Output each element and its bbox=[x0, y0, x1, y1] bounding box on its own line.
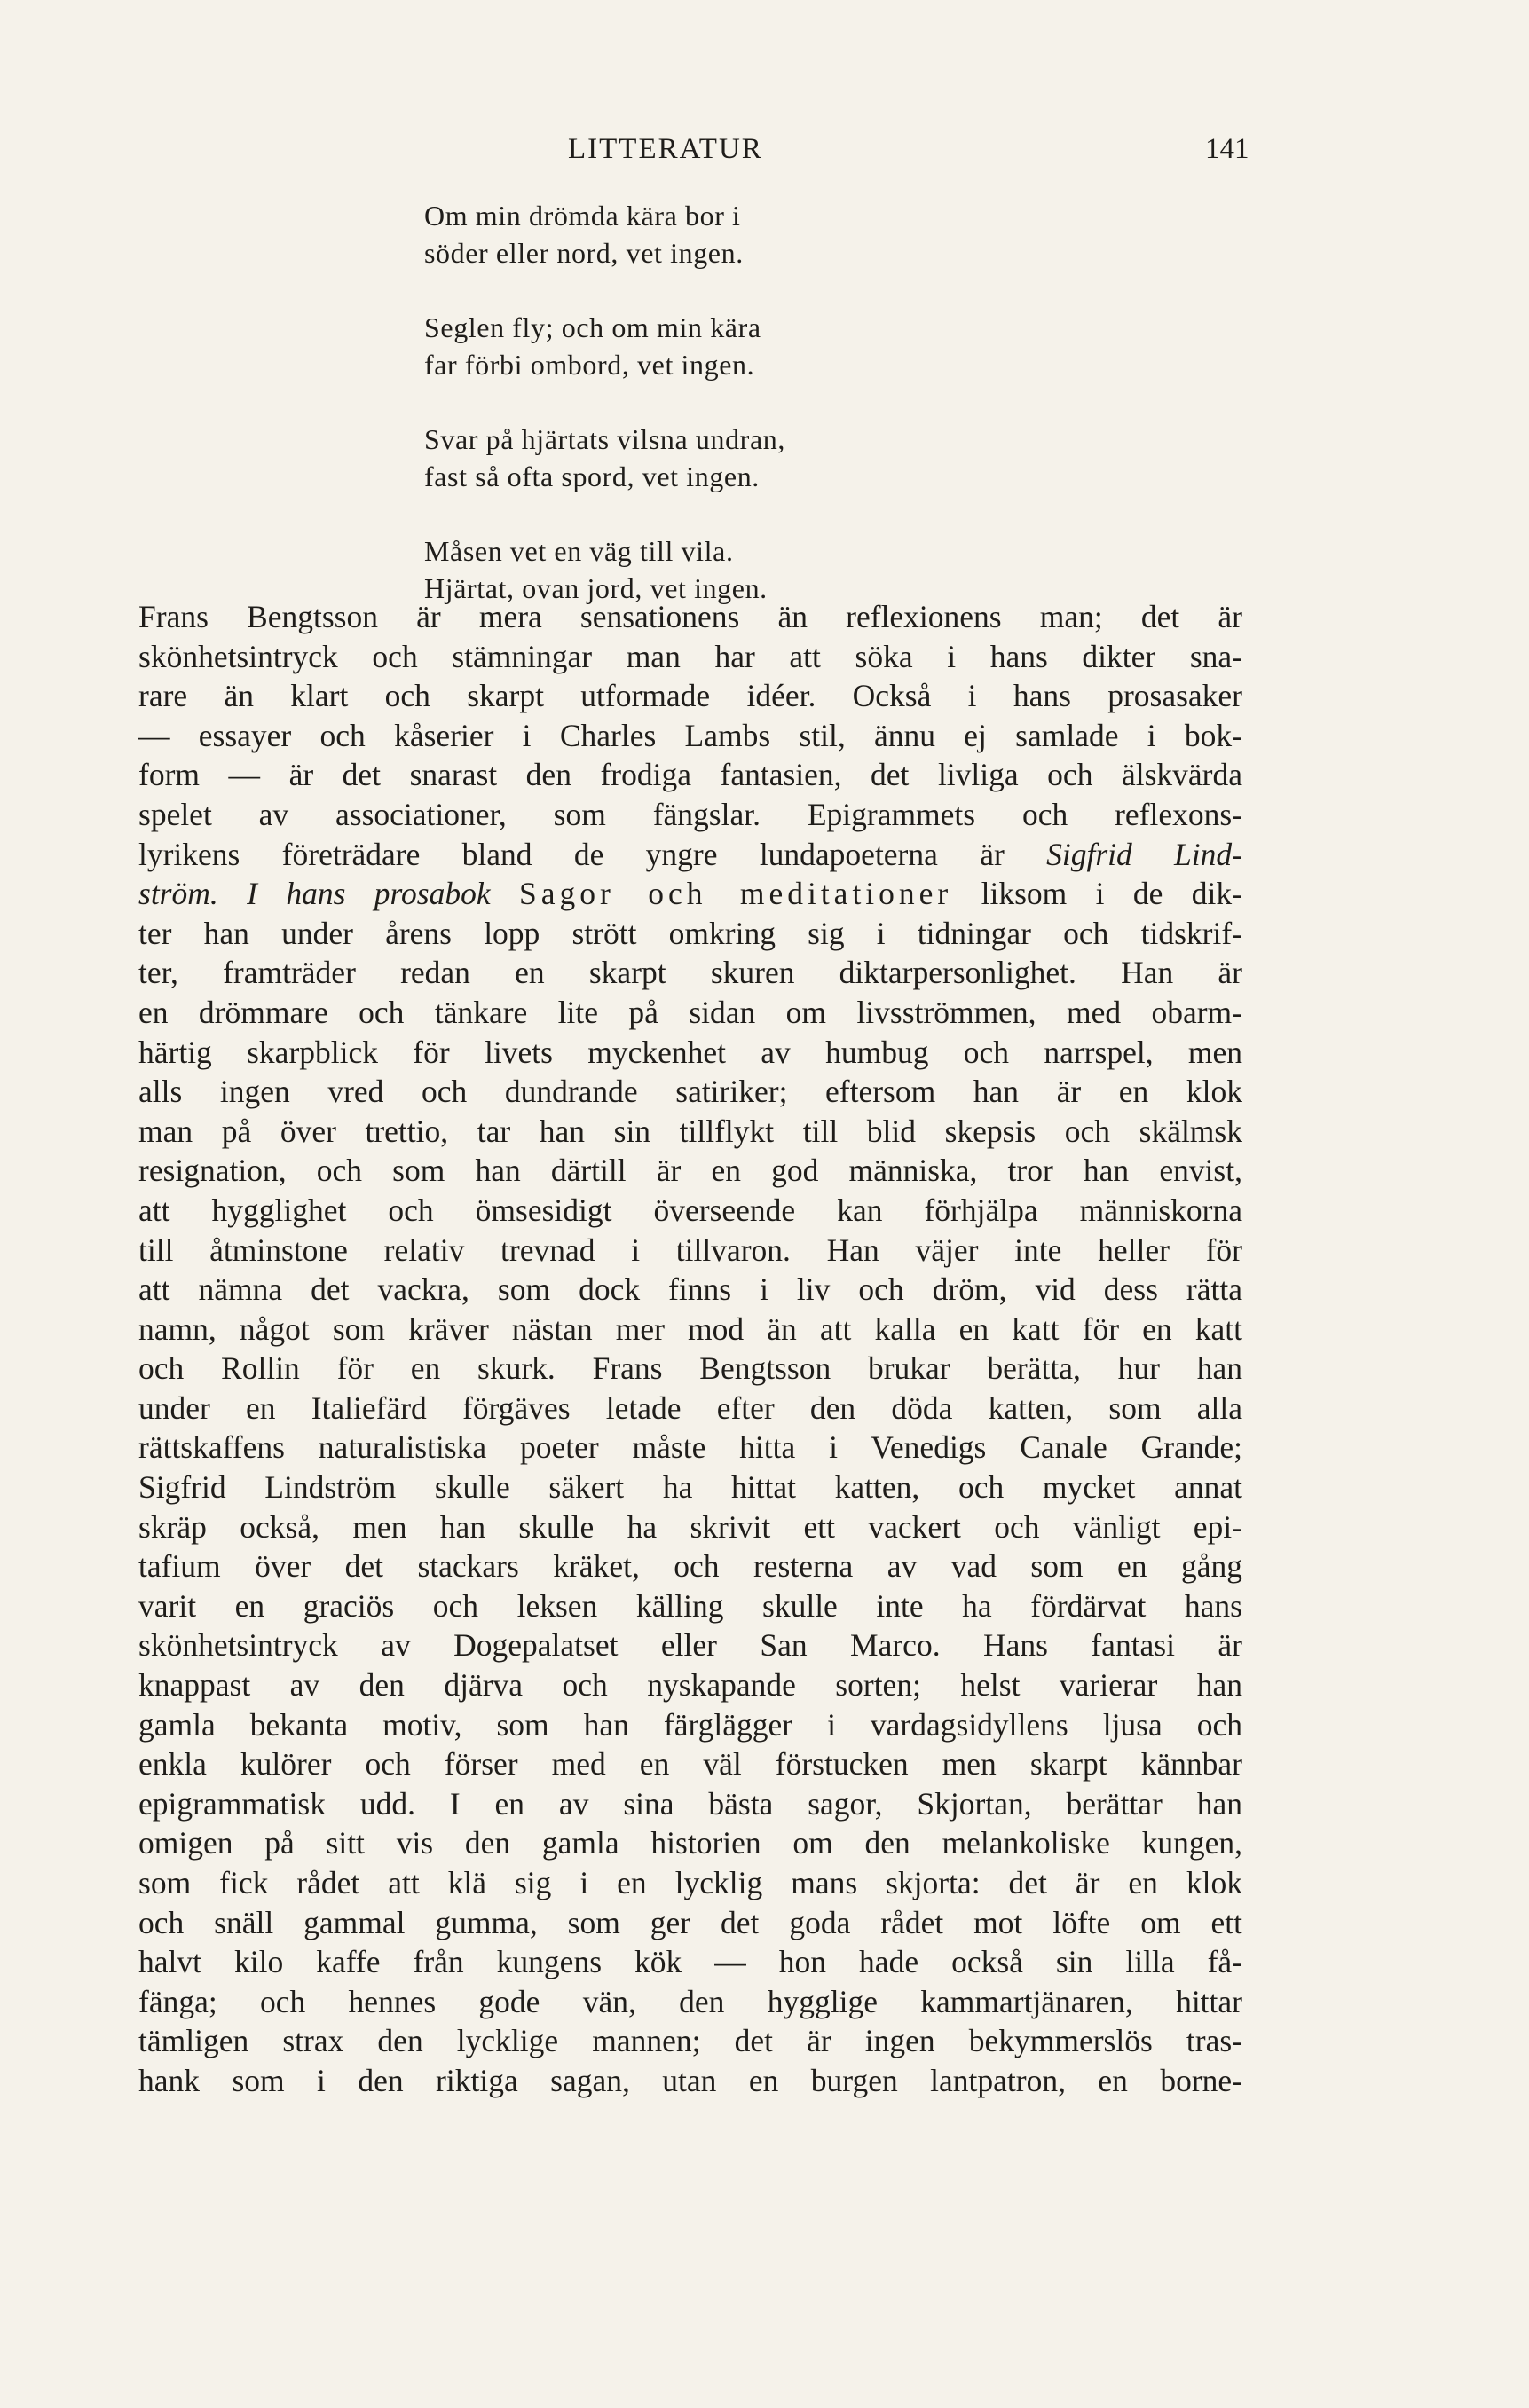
text-line: skönhetsintryck av Dogepalatset eller San Marco. Hans fantasi är bbox=[138, 1627, 1242, 1664]
text-line: tafium över det stackars kräket, och resterna av vad som en gång bbox=[138, 1548, 1242, 1585]
text-line: alls ingen vred och dundrande satiriker; eftersom han är en klok bbox=[138, 1074, 1242, 1110]
text-line: halvt kilo kaffe från kungens kök — hon hade också sin lilla få- bbox=[138, 1944, 1242, 1980]
text-line: ter han under årens lopp strött omkring sig i tidningar och tidskrif- bbox=[138, 915, 1242, 951]
text-line: enkla kulörer och förser med en väl förstucken men skarpt kännbar bbox=[138, 1746, 1242, 1782]
poem bbox=[424, 197, 957, 644]
page-number: 141 bbox=[1205, 133, 1249, 165]
book-title: Sagor och meditationer bbox=[519, 876, 953, 912]
text-line: som fick rådet att klä sig i en lycklig mans skjorta: det är en klok bbox=[138, 1865, 1242, 1900]
text-segment: ström. I hans prosabok bbox=[138, 876, 491, 912]
text-line: till åtminstone relativ trevnad i tillvaron. Han väjer inte heller för bbox=[138, 1232, 1242, 1268]
text-line: att nämna det vackra, som dock finns i liv och dröm, vid dess rätta bbox=[138, 1271, 1242, 1308]
poem-line: Svar på hjärtats vilsna undran, bbox=[424, 423, 785, 455]
text-line: Sigfrid Lindström skulle säkert ha hittat katten, och mycket annat bbox=[138, 1469, 1242, 1506]
author-name: Sigfrid Lind- bbox=[1046, 836, 1242, 872]
text-line: fänga; och hennes gode vän, den hygglige kammartjänaren, hittar bbox=[138, 1983, 1242, 2019]
body-text bbox=[138, 597, 1242, 2101]
text-segment: liksom i de dik- bbox=[981, 876, 1242, 912]
text-line: Frans Bengtsson är mera sensationens än reflexionens man; det är bbox=[138, 599, 1242, 634]
text-line bbox=[138, 835, 1242, 875]
text-line: namn, något som kräver nästan mer mod än att kalla en katt för en katt bbox=[138, 1310, 1242, 1347]
poem-line: Om min drömda kära bor i bbox=[424, 200, 741, 232]
text-line: epigrammatisk udd. I en av sina bästa sagor, Skjortan, berättar han bbox=[138, 1785, 1242, 1822]
poem-stanza bbox=[424, 532, 957, 607]
text-line: härtig skarpblick för livets myckenhet av humbug och narrspel, men bbox=[138, 1034, 1242, 1070]
poem-line: fast så ofta spord, vet ingen. bbox=[424, 460, 760, 492]
text-line: — essayer och kåserier i Charles Lambs stil, ännu ej samlade i bok- bbox=[138, 717, 1242, 753]
text-line: rare än klart och skarpt utformade idéer. Också i hans prosasaker bbox=[138, 678, 1242, 714]
text-line: skönhetsintryck och stämningar man har att söka i hans dikter sna- bbox=[138, 638, 1242, 674]
poem-line: Måsen vet en väg till vila. bbox=[424, 535, 734, 567]
text-line bbox=[138, 874, 1242, 914]
text-line: knappast av den djärva och nyskapande sorten; helst varierar han bbox=[138, 1667, 1242, 1704]
text-line: hank som i den riktiga sagan, utan en burgen lantpatron, en borne- bbox=[138, 2062, 1242, 2098]
text-line: varit en graciös och leksen källing skulle inte ha fördärvat hans bbox=[138, 1587, 1242, 1624]
text-line: skräp också, men han skulle ha skrivit ett vackert och vänligt epi- bbox=[138, 1508, 1242, 1545]
text-line: och Rollin för en skurk. Frans Bengtsson brukar berätta, hur han bbox=[138, 1350, 1242, 1387]
poem-stanza bbox=[424, 197, 957, 271]
text-line: man på över trettio, tar han sin tillflykt till blid skepsis och skälmsk bbox=[138, 1113, 1242, 1149]
poem-line: Seglen fly; och om min kära bbox=[424, 311, 761, 343]
text-line: spelet av associationer, som fängslar. Epigrammets och reflexons- bbox=[138, 796, 1242, 832]
text-line: ter, framträder redan en skarpt skuren diktarpersonlighet. Han är bbox=[138, 955, 1242, 991]
poem-stanza bbox=[424, 421, 957, 495]
text-line: att hygglighet och ömsesidigt överseende kan förhjälpa människorna bbox=[138, 1192, 1242, 1228]
running-head: LITTERATUR bbox=[568, 133, 763, 165]
poem-line: söder eller nord, vet ingen. bbox=[424, 237, 744, 269]
poem-line: Hjärtat, ovan jord, vet ingen. bbox=[424, 572, 768, 604]
text-line: gamla bekanta motiv, som han färglägger i vardagsidyllens ljusa och bbox=[138, 1706, 1242, 1743]
poem-line: far förbi ombord, vet ingen. bbox=[424, 349, 755, 381]
text-line: omigen på sitt vis den gamla historien om den melankoliske kungen, bbox=[138, 1825, 1242, 1861]
poem-stanza bbox=[424, 309, 957, 383]
text-line: tämligen strax den lycklige mannen; det är ingen bekymmerslös tras- bbox=[138, 2023, 1242, 2059]
text-line: form — är det snarast den frodiga fantasien, det livliga och älskvärda bbox=[138, 757, 1242, 793]
text-line: en drömmare och tänkare lite på sidan om livsströmmen, med obarm- bbox=[138, 994, 1242, 1030]
text-line: och snäll gammal gumma, som ger det goda rådet mot löfte om ett bbox=[138, 1904, 1242, 1940]
text-line: under en Italiefärd förgäves letade efter den döda katten, som alla bbox=[138, 1389, 1242, 1426]
text-line: resignation, och som han därtill är en god människa, tror han envist, bbox=[138, 1153, 1242, 1189]
text-segment: lyrikens företrädare bland de yngre lundapoeterna är bbox=[138, 836, 1005, 872]
text-line: rättskaffens naturalistiska poeter måste hitta i Venedigs Canale Grande; bbox=[138, 1429, 1242, 1466]
